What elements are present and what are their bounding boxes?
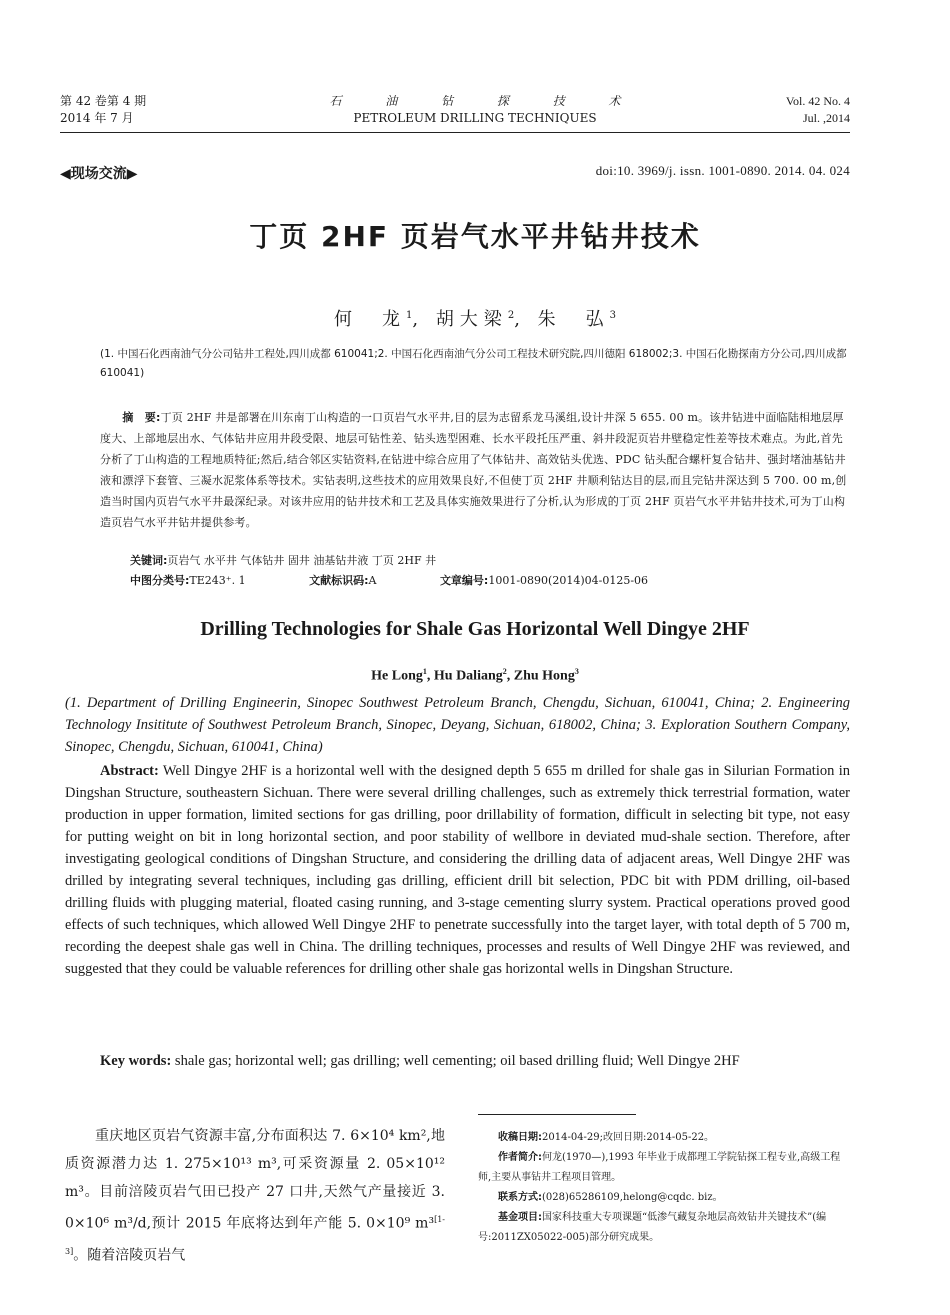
issue-info-cn [60, 93, 260, 127]
volume-cn: 第 42 卷第 4 期 [60, 94, 147, 108]
article-number-value: 1001-0890(2014)04-0125-06 [488, 574, 649, 587]
doc-code-value: A [368, 574, 377, 587]
footnote-author-bio-text: 何龙(1970—),1993 年毕业于成都理工学院钻探工程专业,高级工程师,主要从事钻井工程项目管理。 [478, 1152, 841, 1183]
doc-code-label: 文献标识码: [309, 574, 369, 587]
keywords-en-text: shale gas; horizontal well; gas drilling; well cementing; oil based drilling fluid; Well Dingye 2HF [174, 1053, 740, 1069]
abstract-en-label: Abstract: [100, 763, 159, 779]
footnote-received [478, 1128, 850, 1148]
citation: [1-3] [65, 1215, 445, 1256]
article-number [440, 574, 678, 587]
abstract-en-text: Well Dingye 2HF is a horizontal well with the designed depth 5 655 m drilled for shale gas in Silurian Formation in Dingshan Structure, southeastern Sichuan. There were several drilling challenges, such as extremely thick terrestrial formation, water production in upper formation, limited sections for gas drilling, poor drillability of formation, difficult in selecting bit type, not easy for putting weight on bit in long horizontal section, and poor stability of wellbore in deviated mud-shale section. Therefore, after investigating geological conditions of Dingshan Structure, and considering the drilling data of adjacent areas, Well Dingye 2HF was drilled by integrating several techniques, including gas drilling, efficient drill bit selection, PDC bit with PDM drilling, oil-based drilling fluids with plugging material, floated casing running, and 3-stage cementing slurry system. Practical operations proved good effects of such techniques, which allowed Well Dingye 2HF to penetrate successfully into the target layer, with total depth of 5 700 m, recording the deepest shale gas well in China. The drilling techniques, processes and results of Well Dingye 2HF was reviewed, and suggested that they could be valuable references for drilling other shale gas horizontal wells in Dingshan Structure. [65, 763, 850, 977]
body-text [65, 1122, 445, 1269]
author-en-2: Hu Daliang [433, 668, 503, 684]
footnote-author-bio [478, 1148, 850, 1188]
doc-code [309, 574, 406, 587]
section-label: ◀现场交流▶ [60, 166, 138, 182]
author-cn-2-sup: 2 [507, 310, 515, 321]
authors-cn: 何 龙$^1$, 胡大梁$^2$, 朱 弘$^3$ [333, 309, 617, 330]
author-cn-2: 胡大梁 [435, 309, 508, 330]
date-cn: 2014 年 7 月 [60, 111, 134, 125]
author-cn-3-sup: 3 [609, 310, 617, 321]
footnote-contact-label: 联系方式: [498, 1192, 542, 1203]
footnote-author-bio-label: 作者简介: [498, 1152, 542, 1163]
footnote-funding-label: 基金项目: [498, 1212, 542, 1223]
author-en-1: He Long [371, 668, 423, 684]
doi: doi:10. 3969/j. issn. 1001-0890. 2014. 04. 024 [595, 163, 850, 178]
title-en: Drilling Technologies for Shale Gas Horizontal Well Dingye 2HF [200, 618, 750, 640]
keywords-en [65, 1050, 850, 1072]
author-en-1-sup: 1 [422, 667, 427, 676]
footnotes [478, 1128, 850, 1248]
journal-name [290, 93, 660, 127]
journal-name-en: PETROLEUM DRILLING TECHNIQUES [353, 111, 597, 125]
affiliations-en: (1. Department of Drilling Engineerin, Sinopec Southwest Petroleum Branch, Chengdu, Sichuan, 610041, China; 2. Engineering Technology Insititute of Southwest Petroleum Branch, Sinopec, Deyang, Sichuan, 618002, China; 3. Exploration Southern Company, Sinopec, Chengdu, Sichuan, 610041, China) [65, 695, 850, 755]
author-cn-3: 朱 弘 [537, 309, 610, 330]
abstract-cn-label: 摘 要: [122, 411, 161, 424]
keywords-cn-label: 关键词: [130, 554, 168, 567]
classification-line [130, 570, 850, 591]
article-number-label: 文章编号: [439, 574, 489, 587]
clc-value: TE243⁺. 1 [189, 574, 246, 587]
footnote-funding [478, 1208, 850, 1248]
clc-label: 中图分类号: [130, 574, 190, 587]
author-en-3-sup: 3 [574, 667, 579, 676]
abstract-en [65, 760, 850, 980]
footnote-received-text: 2014-04-29;改回日期:2014-05-22。 [542, 1132, 715, 1143]
abstract-cn-text: 丁页 2HF 井是部署在川东南丁山构造的一口页岩气水平井,目的层为志留系龙马溪组,设计井深 5 655. 00 m。该井钻进中面临陆相地层厚度大、上部地层出水、气体钻井应用井段受限、地层可钻性差、钻头选型困难、长水平段托压严重、斜井段泥页岩井壁稳定性差等技术难点。为此,首先分析了丁山构造的工程地质特征;然后,结合邻区实钻资料,在钻进中综合应用了气体钻井、高效钻头优选、PDC 钻头配合螺杆复合钻井、强封堵油基钻井液和漂浮下套管、三凝水泥浆体系等技术。实钻表明,这些技术的应用效果良好,不但使丁页 2HF 井顺利钻达目的层,而且完钻井深达到 5 700. 00 m,创造当时国内页岩气水平井最深纪录。对该井应用的钻井技术和工艺及具体实施效果进行了分析,认为形成的丁页 2HF 页岩气水平井钻井技术,可为丁山构造页岩气水平井钻井提供参考。 [100, 411, 847, 529]
volume-en: Vol. 42 No. 4 [785, 94, 850, 108]
body-text-part2: 。随着涪陵页岩气 [73, 1247, 186, 1264]
keywords-en-label: Key words: [100, 1053, 172, 1069]
footnote-received-label: 收稿日期: [498, 1132, 542, 1143]
authors-en: He Long$^1$, Hu Daliang$^2$, Zhu Hong$^3$ [371, 667, 579, 684]
affiliations-cn: (1. 中国石化西南油气分公司钻井工程处,四川成都 610041;2. 中国石化西南油气分公司工程技术研究院,四川德阳 618002;3. 中国石化勘探南方分公司,四川成都 610041) [100, 348, 847, 379]
journal-name-cn: 石 油 钻 探 技 术 [329, 94, 641, 108]
keywords-cn [130, 550, 850, 571]
footnote-contact-text: (028)65286109,helong@cqdc. biz。 [542, 1192, 723, 1203]
title-cn: 丁页 2HF 页岩气水平井钻井技术 [249, 220, 701, 253]
date-en: Jul. ,2014 [802, 111, 850, 125]
author-cn-1: 何 龙 [333, 309, 406, 330]
footnote-contact [478, 1188, 850, 1208]
author-en-3: Zhu Hong [513, 668, 575, 684]
issue-info-en [786, 93, 850, 127]
keywords-cn-text: 页岩气 水平井 气体钻井 固井 油基钻井液 丁页 2HF 井 [167, 554, 437, 567]
author-cn-1-sup: 1 [405, 310, 413, 321]
footnote-divider [478, 1114, 636, 1115]
body-text-part1: 重庆地区页岩气资源丰富,分布面积达 7. 6×10⁴ km²,地质资源潜力达 1. 275×10¹³ m³,可采资源量 2. 05×10¹² m³。目前涪陵页岩气田已投产 27 口井,天然气产量接近 3. 0×10⁶ m³/d,预计 2015 年底将达到年产能 5. 0×10⁹ m³ [65, 1128, 445, 1232]
abstract-cn [100, 407, 850, 533]
footnote-funding-text: 国家科技重大专项课题“低渗气藏复杂地层高效钻井关键技术”(编号:2011ZX05022-005)部分研究成果。 [478, 1212, 827, 1243]
header-divider [60, 132, 850, 133]
clc [130, 574, 276, 587]
author-en-2-sup: 2 [502, 667, 507, 676]
